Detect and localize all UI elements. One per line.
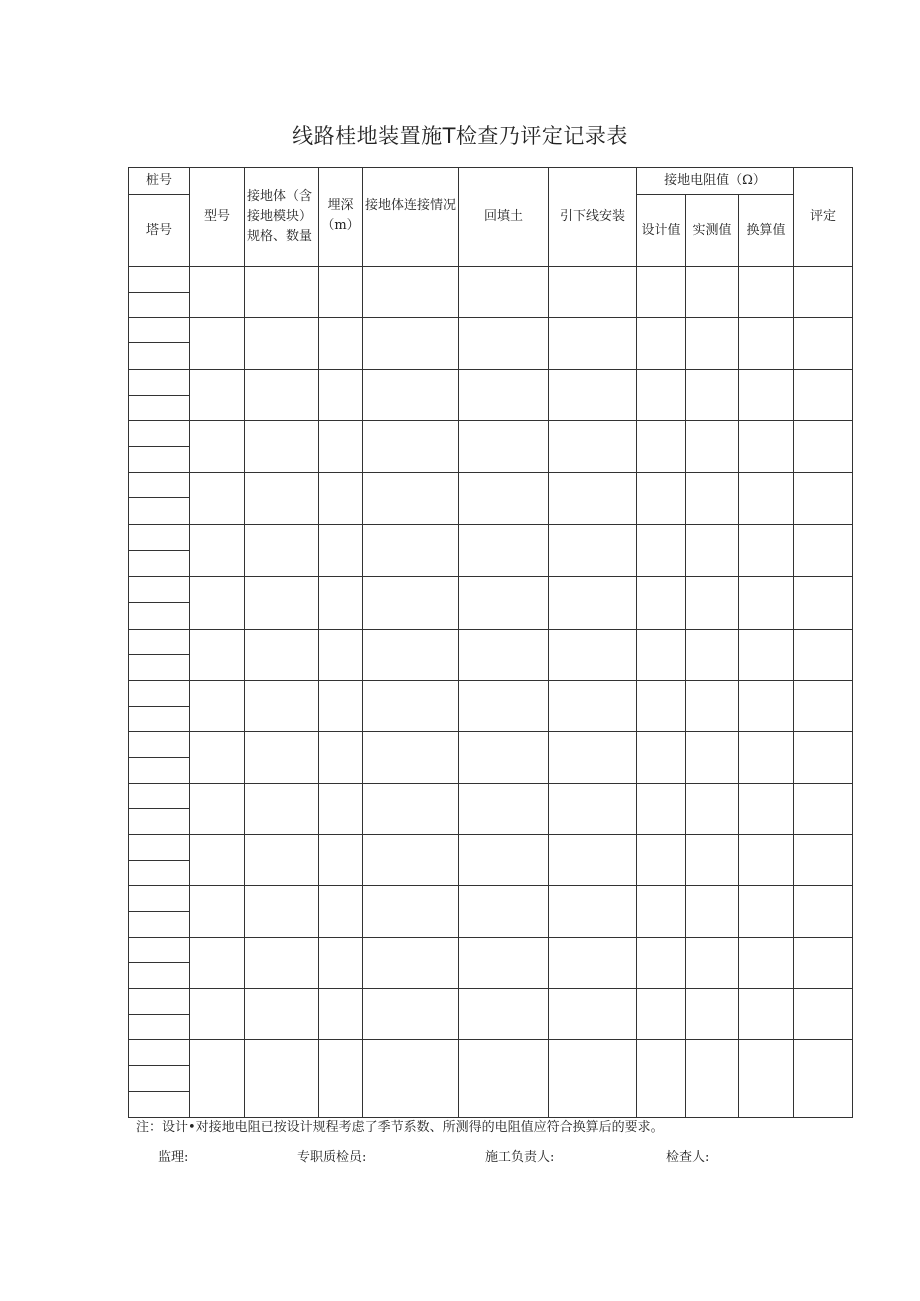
record-cell bbox=[319, 938, 363, 989]
tower-number-cell bbox=[129, 784, 190, 809]
tower-number-cell bbox=[129, 758, 190, 784]
record-cell bbox=[363, 938, 459, 989]
record-cell bbox=[637, 318, 686, 370]
record-cell bbox=[459, 989, 549, 1040]
record-cell bbox=[549, 732, 637, 784]
table-row bbox=[129, 318, 853, 343]
record-cell bbox=[794, 267, 853, 318]
table-row bbox=[129, 267, 853, 293]
quality-inspector-signature-label: 专职质检员: bbox=[297, 1150, 367, 1165]
record-cell bbox=[686, 525, 739, 577]
record-cell bbox=[319, 886, 363, 938]
record-cell bbox=[794, 938, 853, 989]
record-cell bbox=[459, 681, 549, 732]
record-cell bbox=[637, 681, 686, 732]
record-cell bbox=[739, 577, 794, 630]
record-cell bbox=[637, 421, 686, 473]
record-cell bbox=[459, 318, 549, 370]
record-cell bbox=[637, 473, 686, 525]
record-cell bbox=[190, 989, 245, 1040]
record-cell bbox=[319, 630, 363, 681]
table-row bbox=[129, 577, 853, 603]
record-cell bbox=[686, 267, 739, 318]
record-cell bbox=[245, 630, 319, 681]
record-cell bbox=[637, 732, 686, 784]
record-cell bbox=[739, 318, 794, 370]
record-cell bbox=[549, 681, 637, 732]
record-cell bbox=[549, 784, 637, 835]
record-cell bbox=[549, 1040, 637, 1118]
record-cell bbox=[794, 784, 853, 835]
supervisor-signature-label: 监理: bbox=[158, 1150, 189, 1165]
tower-number-cell bbox=[129, 938, 190, 963]
record-cell bbox=[245, 938, 319, 989]
record-cell bbox=[459, 577, 549, 630]
record-cell bbox=[363, 370, 459, 421]
record-cell bbox=[363, 473, 459, 525]
record-cell bbox=[794, 577, 853, 630]
record-cell bbox=[549, 267, 637, 318]
record-cell bbox=[245, 1040, 319, 1118]
tower-number-cell bbox=[129, 630, 190, 655]
record-cell bbox=[686, 784, 739, 835]
table-row bbox=[129, 681, 853, 707]
record-cell bbox=[686, 630, 739, 681]
record-cell bbox=[319, 989, 363, 1040]
record-cell bbox=[549, 886, 637, 938]
record-cell bbox=[637, 989, 686, 1040]
record-cell bbox=[245, 732, 319, 784]
document-title: 线路桂地装置施T检查乃评定记录表 bbox=[292, 124, 628, 148]
record-cell bbox=[319, 1040, 363, 1118]
header-grounding-body: 接地体（含接地模块）规格、数量 bbox=[245, 168, 319, 267]
record-cell bbox=[686, 938, 739, 989]
record-cell bbox=[319, 784, 363, 835]
record-cell bbox=[319, 267, 363, 318]
record-cell bbox=[459, 525, 549, 577]
record-cell bbox=[245, 525, 319, 577]
record-cell bbox=[459, 421, 549, 473]
header-converted-value: 换算值 bbox=[739, 195, 794, 267]
record-cell bbox=[739, 1040, 794, 1118]
record-cell bbox=[739, 938, 794, 989]
record-cell bbox=[245, 267, 319, 318]
header-pile-no: 桩号 bbox=[129, 168, 190, 195]
record-cell bbox=[363, 886, 459, 938]
tower-number-cell bbox=[129, 1066, 190, 1092]
tower-number-cell bbox=[129, 396, 190, 421]
record-cell bbox=[319, 681, 363, 732]
record-cell bbox=[549, 989, 637, 1040]
record-cell bbox=[319, 421, 363, 473]
record-cell bbox=[686, 421, 739, 473]
tower-number-cell bbox=[129, 421, 190, 447]
table-row bbox=[129, 525, 853, 551]
tower-number-cell bbox=[129, 912, 190, 938]
tower-number-cell bbox=[129, 370, 190, 396]
inspection-record-table bbox=[128, 167, 853, 1118]
tower-number-cell bbox=[129, 577, 190, 603]
record-cell bbox=[190, 681, 245, 732]
record-cell bbox=[319, 370, 363, 421]
record-cell bbox=[794, 473, 853, 525]
record-cell bbox=[739, 732, 794, 784]
record-cell bbox=[245, 370, 319, 421]
record-cell bbox=[637, 370, 686, 421]
record-cell bbox=[245, 835, 319, 886]
record-cell bbox=[739, 784, 794, 835]
tower-number-cell bbox=[129, 473, 190, 498]
tower-number-cell bbox=[129, 732, 190, 758]
record-cell bbox=[459, 370, 549, 421]
record-cell bbox=[686, 473, 739, 525]
record-cell bbox=[363, 784, 459, 835]
record-cell bbox=[363, 1040, 459, 1118]
record-cell bbox=[686, 732, 739, 784]
record-cell bbox=[459, 473, 549, 525]
record-cell bbox=[190, 267, 245, 318]
tower-number-cell bbox=[129, 343, 190, 370]
record-cell bbox=[637, 630, 686, 681]
record-cell bbox=[739, 370, 794, 421]
record-cell bbox=[459, 886, 549, 938]
record-cell bbox=[549, 630, 637, 681]
record-cell bbox=[363, 732, 459, 784]
record-cell bbox=[739, 886, 794, 938]
record-cell bbox=[686, 318, 739, 370]
record-cell bbox=[686, 370, 739, 421]
header-tower-no: 塔号 bbox=[129, 195, 190, 267]
record-cell bbox=[794, 1040, 853, 1118]
record-cell bbox=[190, 473, 245, 525]
tower-number-cell bbox=[129, 835, 190, 861]
record-cell bbox=[549, 525, 637, 577]
tower-number-cell bbox=[129, 707, 190, 732]
record-cell bbox=[549, 370, 637, 421]
record-cell bbox=[319, 732, 363, 784]
tower-number-cell bbox=[129, 293, 190, 318]
tower-number-cell bbox=[129, 861, 190, 886]
record-cell bbox=[637, 886, 686, 938]
table-row bbox=[129, 732, 853, 758]
record-cell bbox=[637, 577, 686, 630]
record-cell bbox=[794, 681, 853, 732]
tower-number-cell bbox=[129, 886, 190, 912]
table-row bbox=[129, 421, 853, 447]
record-cell bbox=[190, 1040, 245, 1118]
record-cell bbox=[739, 473, 794, 525]
record-cell bbox=[637, 784, 686, 835]
record-cell bbox=[549, 473, 637, 525]
record-cell bbox=[459, 267, 549, 318]
tower-number-cell bbox=[129, 1040, 190, 1066]
record-cell bbox=[459, 835, 549, 886]
record-cell bbox=[794, 421, 853, 473]
record-cell bbox=[739, 267, 794, 318]
record-cell bbox=[637, 1040, 686, 1118]
record-cell bbox=[739, 525, 794, 577]
record-cell bbox=[549, 577, 637, 630]
record-cell bbox=[637, 938, 686, 989]
table-row bbox=[129, 989, 853, 1015]
record-cell bbox=[459, 630, 549, 681]
record-cell bbox=[363, 630, 459, 681]
record-cell bbox=[245, 989, 319, 1040]
header-resistance-group: 接地电阻值（Ω） bbox=[637, 168, 794, 195]
record-cell bbox=[686, 681, 739, 732]
record-cell bbox=[459, 732, 549, 784]
table-row bbox=[129, 886, 853, 912]
record-cell bbox=[363, 577, 459, 630]
record-cell bbox=[794, 835, 853, 886]
record-cell bbox=[319, 835, 363, 886]
footer-note: 注：设计•对接地电阻已按设计规程考虑了季节系数、所测得的电阻值应符合换算后的要求。 bbox=[136, 1120, 664, 1135]
tower-number-cell bbox=[129, 655, 190, 681]
record-cell bbox=[739, 421, 794, 473]
record-cell bbox=[245, 473, 319, 525]
record-cell bbox=[190, 421, 245, 473]
header-rating: 评定 bbox=[794, 168, 853, 267]
construction-lead-signature-label: 施工负责人: bbox=[485, 1150, 555, 1165]
record-cell bbox=[190, 732, 245, 784]
header-connection: 接地体连接情况 bbox=[363, 168, 459, 267]
tower-number-cell bbox=[129, 603, 190, 630]
tower-number-cell bbox=[129, 447, 190, 473]
record-cell bbox=[794, 989, 853, 1040]
tower-number-cell bbox=[129, 809, 190, 835]
tower-number-cell bbox=[129, 1092, 190, 1118]
record-cell bbox=[190, 784, 245, 835]
header-downlead: 引下线安装 bbox=[549, 168, 637, 267]
header-measured-value: 实测值 bbox=[686, 195, 739, 267]
record-cell bbox=[686, 989, 739, 1040]
record-cell bbox=[363, 267, 459, 318]
record-cell bbox=[363, 835, 459, 886]
tower-number-cell bbox=[129, 989, 190, 1015]
header-design-value: 设计值 bbox=[637, 195, 686, 267]
record-cell bbox=[363, 989, 459, 1040]
header-backfill: 回填土 bbox=[459, 168, 549, 267]
record-cell bbox=[794, 732, 853, 784]
record-cell bbox=[363, 421, 459, 473]
record-cell bbox=[637, 267, 686, 318]
record-cell bbox=[319, 473, 363, 525]
record-cell bbox=[245, 577, 319, 630]
record-cell bbox=[190, 630, 245, 681]
table-row bbox=[129, 938, 853, 963]
tower-number-cell bbox=[129, 498, 190, 525]
record-cell bbox=[459, 784, 549, 835]
record-cell bbox=[190, 835, 245, 886]
record-cell bbox=[245, 681, 319, 732]
record-cell bbox=[459, 1040, 549, 1118]
tower-number-cell bbox=[129, 525, 190, 551]
record-cell bbox=[794, 525, 853, 577]
record-cell bbox=[739, 835, 794, 886]
record-cell bbox=[549, 938, 637, 989]
record-cell bbox=[794, 886, 853, 938]
record-cell bbox=[319, 318, 363, 370]
record-cell bbox=[363, 525, 459, 577]
tower-number-cell bbox=[129, 551, 190, 577]
table-row bbox=[129, 473, 853, 498]
tower-number-cell bbox=[129, 267, 190, 293]
record-cell bbox=[549, 421, 637, 473]
inspector-signature-label: 检查人: bbox=[666, 1150, 710, 1165]
table-row bbox=[129, 370, 853, 396]
record-cell bbox=[686, 1040, 739, 1118]
tower-number-cell bbox=[129, 963, 190, 989]
tower-number-cell bbox=[129, 681, 190, 707]
record-cell bbox=[686, 886, 739, 938]
record-cell bbox=[319, 577, 363, 630]
record-cell bbox=[637, 525, 686, 577]
record-cell bbox=[549, 835, 637, 886]
record-cell bbox=[686, 577, 739, 630]
header-model: 型号 bbox=[190, 168, 245, 267]
record-cell bbox=[549, 318, 637, 370]
record-cell bbox=[686, 835, 739, 886]
tower-number-cell bbox=[129, 318, 190, 343]
record-cell bbox=[363, 318, 459, 370]
record-cell bbox=[363, 681, 459, 732]
record-cell bbox=[190, 577, 245, 630]
record-cell bbox=[794, 318, 853, 370]
table-row bbox=[129, 630, 853, 655]
table-row bbox=[129, 784, 853, 809]
record-cell bbox=[245, 318, 319, 370]
table-row bbox=[129, 835, 853, 861]
header-burial-depth: 埋深（m） bbox=[319, 168, 363, 267]
record-cell bbox=[245, 421, 319, 473]
record-cell bbox=[459, 938, 549, 989]
record-cell bbox=[190, 938, 245, 989]
record-cell bbox=[739, 630, 794, 681]
record-cell bbox=[245, 886, 319, 938]
record-cell bbox=[190, 318, 245, 370]
tower-number-cell bbox=[129, 1015, 190, 1040]
table-row bbox=[129, 1040, 853, 1066]
record-cell bbox=[739, 681, 794, 732]
record-cell bbox=[794, 370, 853, 421]
record-cell bbox=[319, 525, 363, 577]
record-cell bbox=[190, 525, 245, 577]
record-cell bbox=[190, 886, 245, 938]
record-cell bbox=[245, 784, 319, 835]
record-cell bbox=[637, 835, 686, 886]
record-cell bbox=[794, 630, 853, 681]
record-cell bbox=[739, 989, 794, 1040]
record-cell bbox=[190, 370, 245, 421]
